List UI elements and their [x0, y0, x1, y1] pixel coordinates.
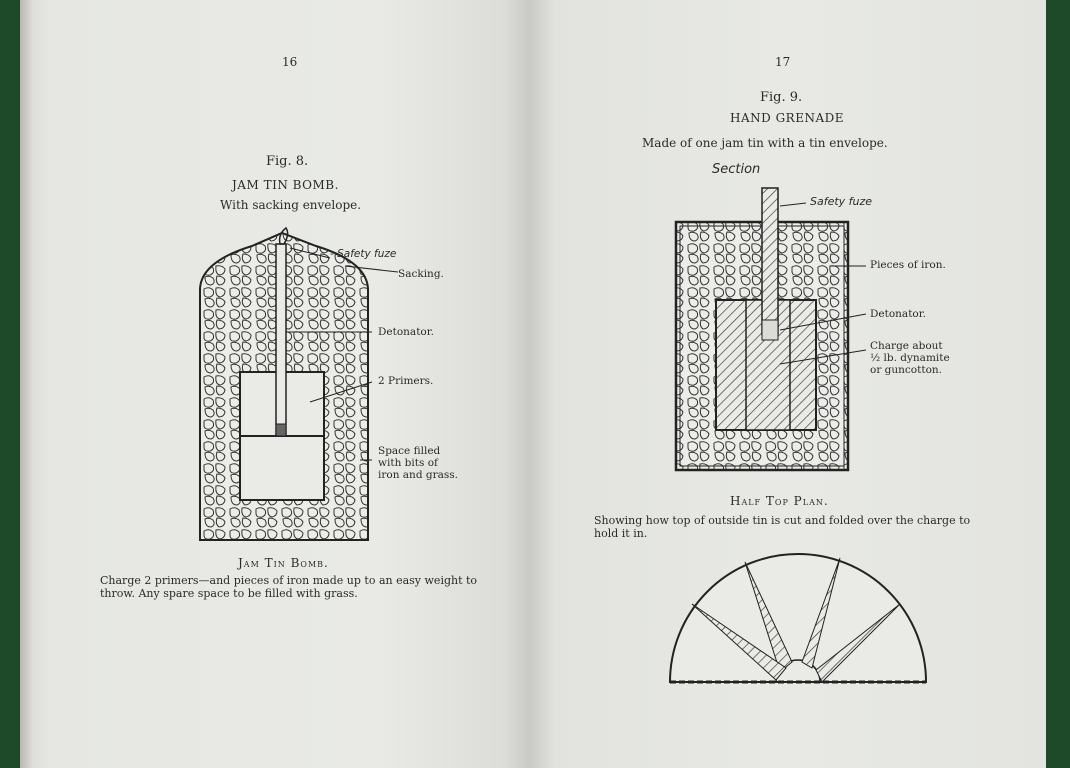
label-primers: 2 Primers.	[378, 375, 434, 387]
label-safety-fuze: - Safety fuze	[330, 248, 397, 260]
left-page	[20, 0, 534, 768]
figure-title: JAM TIN BOMB.	[232, 178, 339, 192]
open-book	[14, 0, 1048, 768]
label-detonator: Detonator.	[378, 326, 434, 338]
label-space-filled-2: with bits of	[378, 457, 438, 469]
figure-subtitle: Made of one jam tin with a tin envelope.	[642, 136, 888, 150]
figure-number: Fig. 9.	[760, 90, 803, 105]
label-section: Section	[712, 162, 761, 177]
label-sacking: Sacking.	[398, 268, 444, 280]
label-charge-3: or guncotton.	[870, 364, 942, 376]
label-detonator: Detonator.	[870, 308, 926, 320]
right-page	[530, 0, 1046, 768]
page-number-16: 16	[282, 55, 298, 69]
figure-number: Fig. 8.	[266, 154, 309, 169]
plan-description: Showing how top of outside tin is cut and folded over the charge to hold it in.	[594, 514, 971, 540]
figure-description: Charge 2 primers—and pieces of iron made up to an easy weight to throw. Any spare space to be filled with grass.	[100, 574, 478, 600]
label-space-filled-1: Space filled	[378, 445, 441, 457]
label-pieces-of-iron: Pieces of iron.	[870, 259, 946, 271]
label-charge-2: ½ lb. dynamite	[870, 352, 950, 364]
figure-subtitle: With sacking envelope.	[220, 198, 362, 212]
label-charge-1: Charge about	[870, 340, 943, 352]
label-safety-fuze: Safety fuze	[810, 195, 873, 208]
jam-tin-bomb-diagram	[20, 0, 534, 768]
figure-title: HAND GRENADE	[730, 111, 844, 125]
page-number-17: 17	[775, 55, 791, 69]
figure-caption: Jam Tin Bomb.	[238, 556, 329, 570]
hand-grenade-diagram	[530, 0, 1046, 768]
plan-title: Half Top Plan.	[730, 494, 829, 508]
label-space-filled-3: iron and grass.	[378, 469, 458, 481]
